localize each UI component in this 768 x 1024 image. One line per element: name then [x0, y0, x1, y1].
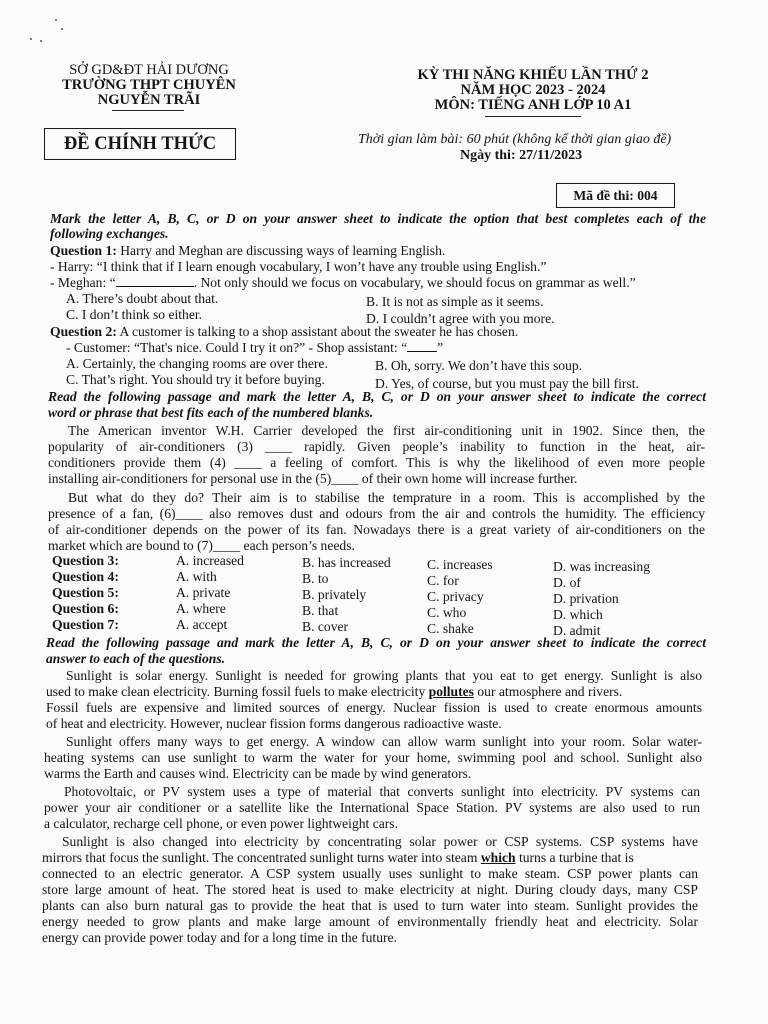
time-allowed: Thời gian làm bài: 60 phút (không kể thời gian giao đề) [358, 132, 672, 147]
passage-line: store large amount of heat. The stored heat is used to make electricity at night. During cloudy days, many CSP [42, 882, 698, 897]
dialog-text: - Meghan: “ [50, 275, 116, 290]
header-underline-right [485, 116, 581, 117]
dialog-text: . Not only should we focus on vocabulary, we should focus on grammar as well.” [193, 275, 636, 290]
official-exam-box [44, 128, 236, 160]
option-a: A. private [176, 585, 231, 600]
scan-speck [30, 38, 32, 40]
passage-line: popularity of air-conditioners (3) ____ rapidly. Given people’s inability to function in the heat, air- [48, 439, 705, 454]
department-name: SỞ GD&ĐT HẢI DƯƠNG [69, 62, 229, 78]
passage-line: power your air conditioner or a satellite like the International Space Station. PV systems are also used to run [44, 800, 700, 815]
question-1 [50, 243, 445, 259]
option-a: A. accept [176, 617, 228, 632]
dialog-line [50, 275, 636, 291]
school-name-line2: NGUYỄN TRÃI [97, 92, 201, 108]
passage-text: our atmosphere and rivers. [473, 684, 623, 699]
question-label: Question 3: [52, 553, 119, 568]
passage-line: But what do they do? Their aim is to stabilise the temprature in a room. This is accomplished by the [68, 490, 705, 505]
option-c: C. shake [427, 621, 474, 636]
exam-code-box [556, 183, 675, 208]
passage-line: warms the Earth and causes wind. Electricity can be made by wind generators. [44, 766, 472, 781]
option-b: B. to [302, 571, 329, 586]
exam-date: Ngày thi: 27/11/2023 [460, 148, 583, 163]
option-b: B. privately [302, 587, 367, 602]
option-c: C. increases [427, 557, 493, 572]
section1-instruction: Mark the letter A, B, C, or D on your answer sheet to indicate the option that best completes each of the [50, 211, 706, 226]
passage-line: market which are bound to (7)____ each person’s needs. [48, 538, 355, 553]
exam-code: Mã đề thi: 004 [573, 188, 658, 203]
question-label: Question 4: [52, 569, 119, 584]
option-d: D. which [553, 607, 603, 622]
official-exam-label: ĐỀ CHÍNH THỨC [63, 134, 217, 154]
passage-line: Sunlight is also changed into electricity by concentrating solar power or CSP systems. CSP systems have [62, 834, 698, 849]
section3-instruction: Read the following passage and mark the letter A, B, C, or D on your answer sheet to indicate the correct [46, 635, 706, 650]
passage-line: Photovoltaic, or PV system uses a type of material that converts sunlight into electricity. PV systems can [64, 784, 700, 799]
passage-line [42, 850, 698, 866]
passage-text: mirrors that focus the sunlight. The concentrated sunlight turns water into steam [42, 850, 481, 865]
section2-instruction-2: word or phrase that best fits each of the numbered blanks. [48, 405, 374, 420]
underlined-word: pollutes [428, 684, 474, 699]
option-b: B. It is not as simple as it seems. [366, 294, 544, 309]
passage-line: of heat and electricity. However, nuclear fission forms dangerous radioactive waste. [46, 716, 502, 731]
option-a: A. There’s doubt about that. [66, 291, 219, 306]
question-label: Question 2: [50, 324, 117, 339]
passage-line: heating systems can use sunlight to warm the water for your home, swimming pool and school. Sunlight also [44, 750, 702, 765]
option-d: D. of [553, 575, 581, 590]
option-a: A. where [176, 601, 226, 616]
answer-blank [407, 351, 437, 352]
header-underline [112, 110, 184, 111]
option-a: A. Certainly, the changing rooms are over there. [66, 356, 328, 371]
dialog-text: ” [437, 340, 444, 355]
option-d: D. Yes, of course, but you must pay the bill first. [375, 376, 639, 391]
passage-line: connected to an electric generator. A CSP system usually uses sunlight to make steam. CSP power plants can [42, 866, 698, 881]
option-c: C. I don’t think so either. [66, 307, 203, 322]
option-c: C. privacy [427, 589, 484, 604]
passage-line: presence of a fan, (6)____ also removes dust and odours from the air and controls the humidity. The efficiency [48, 506, 705, 521]
question-label: Question 7: [52, 617, 119, 632]
passage-line: installing air-conditioners for personal use in the (5)____ of their own home will increase further. [48, 471, 578, 486]
answer-blank [116, 286, 194, 287]
option-b: B. that [302, 603, 339, 618]
scan-speck [61, 28, 63, 30]
school-name-line1: TRƯỜNG THPT CHUYÊN [62, 77, 236, 93]
passage-line: Sunlight offers many ways to get energy. A window can allow warm sunlight into your room. Solar water- [66, 734, 702, 749]
scan-speck [40, 40, 42, 42]
question-2 [50, 324, 518, 340]
dialog-text: - Customer: “That's nice. Could I try it on?” - Shop assistant: “ [66, 340, 408, 355]
passage-text: turns a turbine that is [515, 850, 634, 865]
passage-line: energy can provide power today and for a long time in the future. [42, 930, 397, 945]
option-d: D. privation [553, 591, 619, 606]
dialog-line: - Harry: “I think that if I learn enough vocabulary, I won’t have any trouble using English.” [50, 259, 547, 274]
option-d: D. admit [553, 623, 601, 638]
section3-instruction-2: answer to each of the questions. [46, 651, 226, 666]
subject: MÔN: TIẾNG ANH LỚP 10 A1 [434, 97, 632, 113]
question-stem: Harry and Meghan are discussing ways of learning English. [116, 243, 446, 258]
passage-line: conditioners provide them (4) ____ a feeling of comfort. This is why the likelihood of even more people [48, 455, 705, 470]
question-stem: A customer is talking to a shop assistant about the sweater he has chosen. [116, 324, 519, 339]
option-c: C. That’s right. You should try it before buying. [66, 372, 325, 387]
passage-text: used to make clean electricity. Burning fossil fuels to make electricity [46, 684, 429, 699]
question-label: Question 5: [52, 585, 119, 600]
option-d: D. was increasing [553, 559, 651, 574]
passage-line: Sunlight is solar energy. Sunlight is needed for growing plants that you eat to get energy. Sunlight is also [66, 668, 702, 683]
passage-line: a calculator, recharge cell phone, or even power lightweight cars. [44, 816, 398, 831]
option-c: C. for [427, 573, 459, 588]
question-label: Question 1: [50, 243, 117, 258]
option-b: B. Oh, sorry. We don’t have this soup. [375, 358, 583, 373]
exam-title: KỲ THI NĂNG KHIẾU LẦN THỨ 2 [417, 67, 649, 83]
option-d: D. I couldn’t agree with you more. [366, 311, 555, 326]
question-label: Question 6: [52, 601, 119, 616]
option-b: B. has increased [302, 555, 391, 570]
school-year: NĂM HỌC 2023 - 2024 [460, 82, 606, 98]
passage-line: The American inventor W.H. Carrier developed the first air-conditioning unit in 1902. Since then, the [68, 423, 705, 438]
section2-instruction: Read the following passage and mark the letter A, B, C, or D on your answer sheet to indicate the correct [48, 389, 706, 404]
dialog-line [66, 340, 443, 356]
passage-line [46, 684, 702, 700]
underlined-word: which [480, 850, 516, 865]
option-a: A. with [176, 569, 217, 584]
passage-line: plants can also burn natural gas to provide the heat that is used to turn water into steam. Sunlight provides the [42, 898, 698, 913]
section1-instruction-2: following exchanges. [50, 226, 169, 241]
scan-speck [55, 19, 57, 21]
passage-line: Fossil fuels are expensive and limited sources of energy. Nuclear fission is used to create enormous amounts [46, 700, 702, 715]
passage-line: energy needed to grow plants and make large amount of environmentally friendly heat and electricity. Solar [42, 914, 698, 929]
option-c: C. who [427, 605, 467, 620]
passage-line: of air-conditioner depends on the power of its fan. Nowadays there is a great variety of air-conditioners on the [48, 522, 705, 537]
option-a: A. increased [176, 553, 244, 568]
option-b: B. cover [302, 619, 349, 634]
